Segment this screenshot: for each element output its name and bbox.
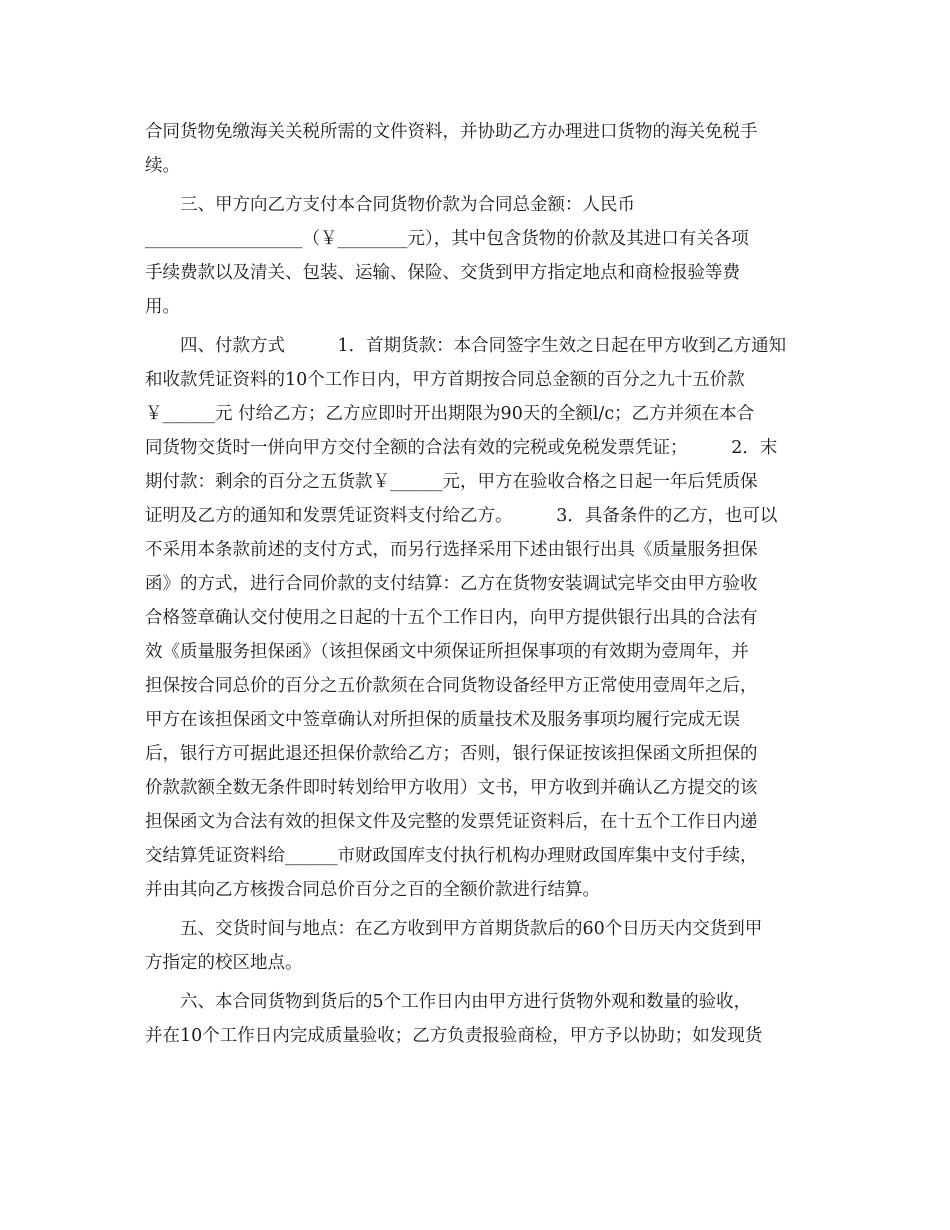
text-line: 续。 [145, 156, 180, 176]
text-line: __________________（￥________元），其中包含货物的价款及其进口有关各项 [145, 229, 749, 249]
text-line: 合格签章确认交付使用之日起的十五个工作日内，向甲方提供银行出具的合法有 [145, 608, 758, 628]
text-line: 函》的方式，进行合同价款的支付结算：乙方在货物安装调试完毕交由甲方验收 [145, 574, 758, 594]
text-line: 期付款：剩余的百分之五货款￥______元，甲方在验收合格之日起一年后凭质保 [145, 472, 758, 492]
document-body [145, 115, 805, 1053]
text-line: 交结算凭证资料给______市财政国库支付执行机构办理财政国库集中支付手续， [145, 846, 758, 866]
text-line: 手续费款以及清关、包装、运输、保险、交货到甲方指定地点和商检报验等费 [145, 263, 740, 283]
text-line: 用。 [145, 297, 180, 317]
paragraph-clause-four [145, 329, 805, 907]
text-line: 担保函文为合法有效的担保文件及完整的发票凭证资料后，在十五个工作日内递 [145, 812, 758, 832]
text-line: 后，银行方可据此退还担保价款给乙方；否则，银行保证按该担保函文所担保的 [145, 744, 758, 764]
text-line: 担保按合同总价的百分之五价款须在合同货物设备经甲方正常使用壹周年之后， [145, 676, 758, 696]
text-line: 价款款额全数无条件即时转划给甲方收用）文书，甲方收到并确认乙方提交的该 [145, 778, 758, 798]
text-line: ￥______元 付给乙方；乙方应即时开出期限为90天的全额l/c；乙方并须在本合 [145, 404, 755, 424]
text-line: 同货物交货时一併向甲方交付全额的合法有效的完税或免税发票凭证； 2．末 [145, 438, 778, 458]
text-line: 六、本合同货物到货后的5个工作日内由甲方进行货物外观和数量的验收， [145, 992, 752, 1012]
text-line: 并由其向乙方核拨合同总价百分之百的全额价款进行结算。 [145, 880, 600, 900]
paragraph-clause-six [145, 985, 805, 1053]
text-line: 方指定的校区地点。 [145, 953, 303, 973]
text-line: 三、甲方向乙方支付本合同货物价款为合同总金额：人民币 [145, 195, 635, 215]
text-line: 并在10个工作日内完成质量验收；乙方负责报验商检，甲方予以协助；如发现货 [145, 1026, 763, 1046]
text-line: 效《质量服务担保函》（该担保函文中须保证所担保事项的有效期为壹周年，并 [145, 642, 749, 662]
text-line: 不采用本条款前述的支付方式，而另行选择采用下述由银行出具《质量服务担保 [145, 540, 758, 560]
paragraph-clause-five [145, 912, 805, 980]
text-line: 四、付款方式 1．首期货款：本合同签字生效之日起在甲方收到乙方通知 [145, 336, 787, 356]
text-line: 证明及乙方的通知和发票凭证资料支付给乙方。 3．具备条件的乙方，也可以 [145, 506, 778, 526]
text-line: 和收款凭证资料的10个工作日内，甲方首期按合同总金额的百分之九十五价款 [145, 370, 745, 390]
text-line: 甲方在该担保函文中签章确认对所担保的质量技术及服务事项均履行完成无误 [145, 710, 740, 730]
text-line: 五、交货时间与地点：在乙方收到甲方首期货款后的60个日历天内交货到甲 [145, 919, 763, 939]
text-line: 合同货物免缴海关关税所需的文件资料，并协助乙方办理进口货物的海关免税手 [145, 122, 758, 142]
paragraph-continued [145, 115, 805, 183]
paragraph-clause-three [145, 188, 805, 324]
